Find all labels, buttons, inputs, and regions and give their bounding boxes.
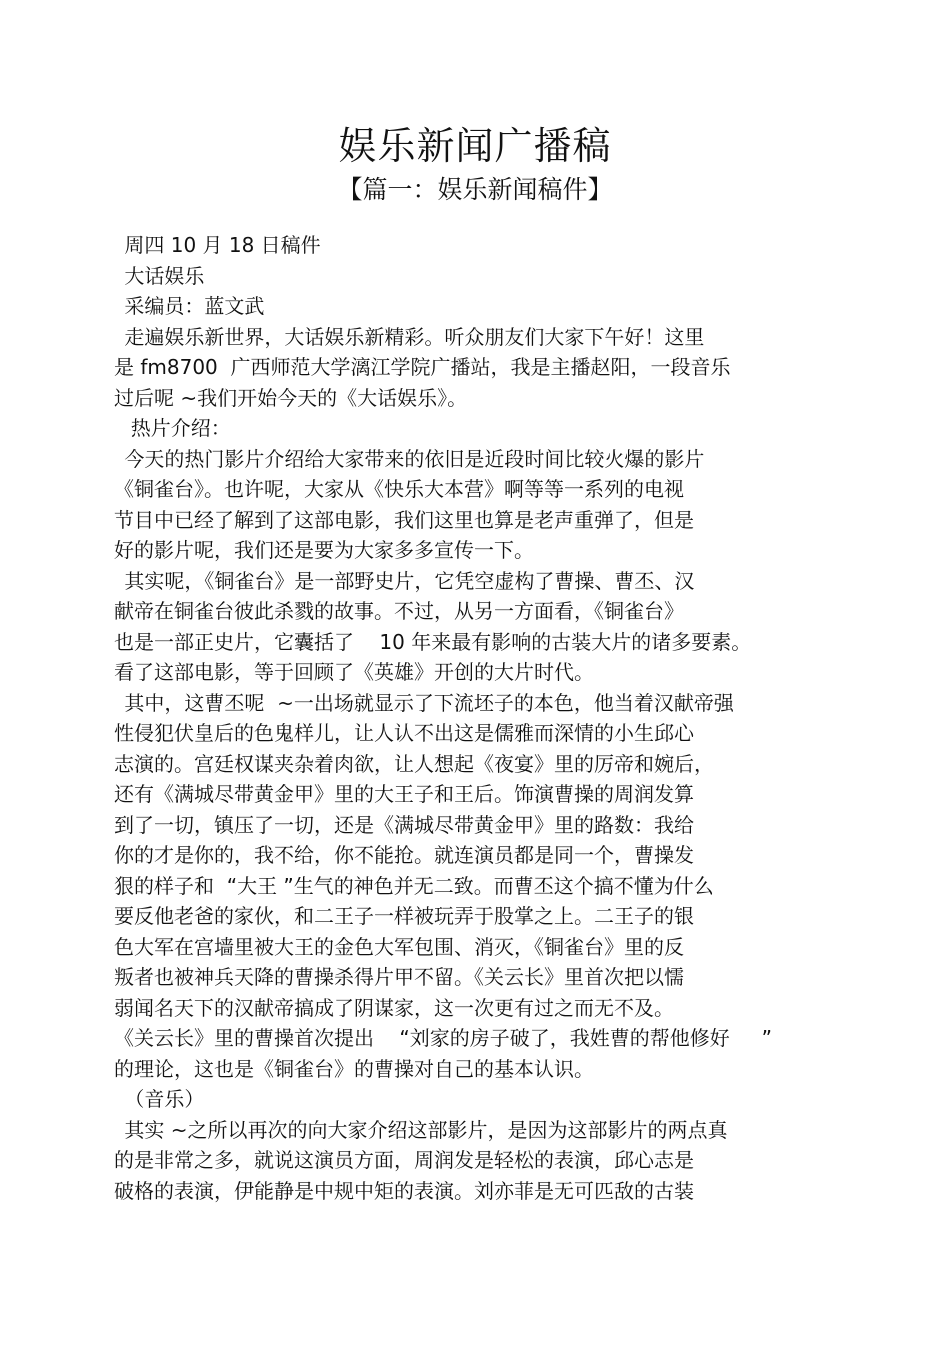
body-line: 好的影片呢，我们还是要为大家多多宣传一下。 <box>114 538 534 562</box>
body-line: 性侵犯伏皇后的色鬼样儿，让人认不出这是儒雅而深情的小生邱心 <box>114 721 694 745</box>
body-line: 采编员：蓝文武 <box>118 294 265 318</box>
body-line: 要反他老爸的家伙，和二王子一样被玩弄于股掌之上。二王子的银 <box>114 904 694 928</box>
body-line: 叛者也被神兵天降的曹操杀得片甲不留。《关云长》里首次把以懦 <box>114 965 684 989</box>
body-line: 看了这部电影，等于回顾了《英雄》开创的大片时代。 <box>114 660 594 684</box>
body-line: 的理论，这也是《铜雀台》的曹操对自己的基本认识。 <box>114 1057 594 1081</box>
body-line: 志演的。宫廷权谋夹杂着肉欲，让人想起《夜宴》里的厉帝和婉后， <box>114 752 714 776</box>
document-subtitle: 【篇一：娱乐新闻稿件】 <box>337 175 613 204</box>
body-line: （音乐） <box>118 1087 205 1111</box>
body-line: 的是非常之多，就说这演员方面，周润发是轻松的表演，邱心志是 <box>114 1148 694 1172</box>
body-line: 今天的热门影片介绍给大家带来的依旧是近段时间比较火爆的影片 <box>118 447 705 471</box>
body-line: 还有《满城尽带黄金甲》里的大王子和王后。饰演曹操的周润发算 <box>114 782 694 806</box>
body-line: 大话娱乐 <box>118 264 205 288</box>
body-line: 其实 ~之所以再次的向大家介绍这部影片，是因为这部影片的两点真 <box>118 1118 728 1142</box>
body-line: 过后呢 ~我们开始今天的《大话娱乐》。 <box>114 386 468 410</box>
body-line: 色大军在宫墙里被大王的金色大军包围、消灭，《铜雀台》里的反 <box>114 935 684 959</box>
body-line: 破格的表演，伊能静是中规中矩的表演。刘亦菲是无可匹敌的古装 <box>114 1179 694 1203</box>
body-line: 热片介绍： <box>118 416 231 440</box>
body-line: 到了一切，镇压了一切，还是《满城尽带黄金甲》里的路数：我给 <box>114 813 694 837</box>
body-line: 狠的样子和 “大王 ”生气的神色并无二致。而曹丕这个搞不懂为什么 <box>114 874 714 898</box>
body-line: 节目中已经了解到了这部电影，我们这里也算是老声重弹了，但是 <box>114 508 694 532</box>
body-line: 你的才是你的，我不给，你不能抢。就连演员都是同一个，曹操发 <box>114 843 694 867</box>
body-line: 是 fm8700 广西师范大学漓江学院广播站，我是主播赵阳，一段音乐 <box>114 355 731 379</box>
body-line: 献帝在铜雀台彼此杀戮的故事。不过，从另一方面看，《铜雀台》 <box>114 599 684 623</box>
body-line: 《关云长》里的曹操首次提出 “刘家的房子破了，我姓曹的帮他修好 ” <box>114 1026 772 1050</box>
body-line: 《铜雀台》。也许呢，大家从《快乐大本营》啊等等一系列的电视 <box>114 477 684 501</box>
body-line: 周四 10 月 18 日稿件 <box>118 233 321 257</box>
body-line: 其实呢，《铜雀台》是一部野史片，它凭空虚构了曹操、曹丕、汉 <box>118 569 695 593</box>
body-line: 走遍娱乐新世界，大话娱乐新精彩。听众朋友们大家下午好！这里 <box>118 325 705 349</box>
body-line: 也是一部正史片，它囊括了 10 年来最有影响的古装大片的诸多要素。 <box>114 630 752 654</box>
body-line: 弱闻名天下的汉献帝搞成了阴谋家，这一次更有过之而无不及。 <box>114 996 674 1020</box>
body-line: 其中，这曹丕呢 ~一出场就显示了下流坯子的本色，他当着汉献帝强 <box>118 691 734 715</box>
document-title: 娱乐新闻广播稿 <box>338 124 612 168</box>
